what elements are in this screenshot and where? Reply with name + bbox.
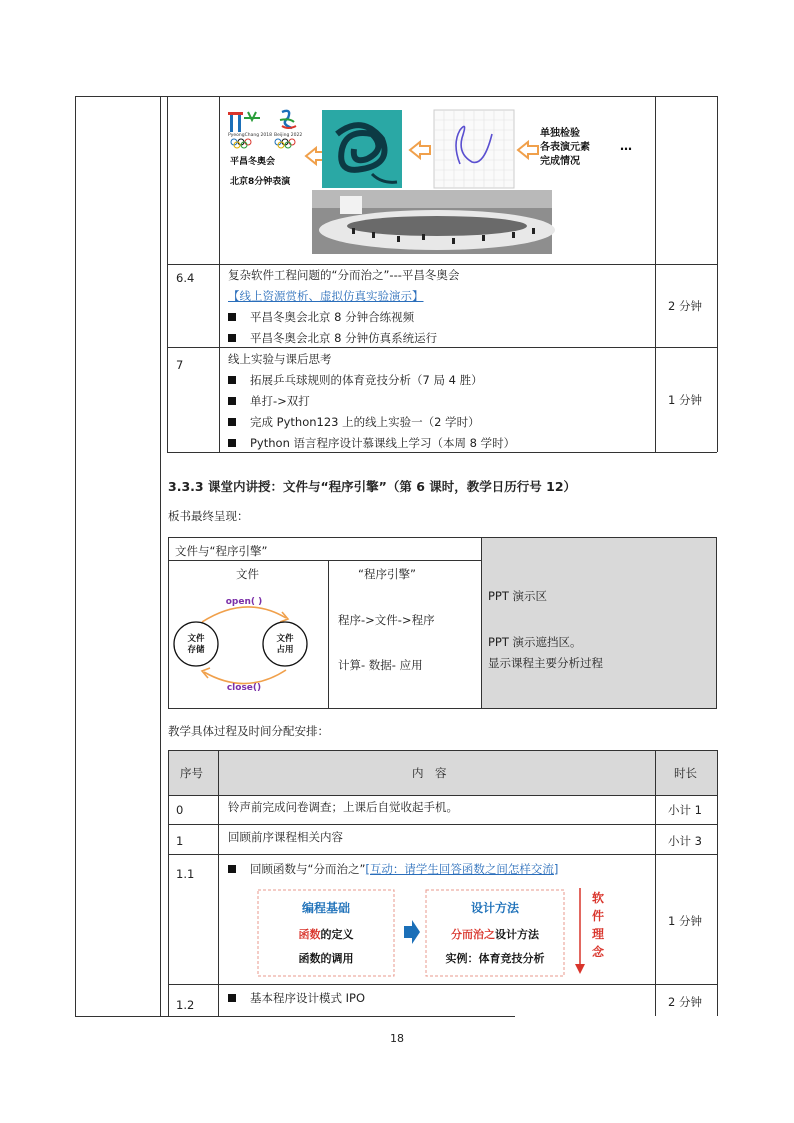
box1-line1: 函数的定义 <box>298 928 354 941</box>
schedule-row-0-time: 小计 1 <box>668 803 702 817</box>
schedule-left <box>168 750 169 1016</box>
top-table-col1 <box>219 96 220 453</box>
ppt-area-line-3: 显示课程主要分析过程 <box>488 656 603 670</box>
schedule-row-0-num: 0 <box>176 803 184 817</box>
schedule-row-sep-3 <box>168 984 717 985</box>
row-6-4-resource-link[interactable]: 【线上资源赏析、虚拟仿真实验演示】 <box>228 289 424 303</box>
outer-col-divider <box>160 96 161 1017</box>
outer-right-border <box>717 96 718 452</box>
arrow-left-icon-2 <box>410 142 430 158</box>
concept-figure-svg <box>254 884 614 980</box>
schedule-row-sep-1 <box>168 824 717 825</box>
board-col-sep <box>328 560 329 709</box>
side-text-2: 件 <box>591 909 605 923</box>
schedule-right <box>717 750 718 1016</box>
schedule-row-2-time: 1 分钟 <box>668 914 702 928</box>
board-col2-line-1: 程序->文件->程序 <box>338 613 435 627</box>
bullet-text: 完成 Python123 上的线上实验一（2 学时） <box>250 415 480 429</box>
schedule-row-1-time: 小计 3 <box>668 834 702 848</box>
olympic-figure <box>222 104 652 256</box>
side-text-1: 软 <box>591 891 605 905</box>
interaction-link[interactable]: [互动：请学生回答函数之间怎样交流] <box>365 862 559 876</box>
outer-left-border <box>75 96 76 1017</box>
bullet-icon <box>228 334 236 342</box>
schedule-row-3-content <box>228 990 365 1006</box>
open-label: open( ) <box>225 597 263 607</box>
box2-line1: 分而治之设计方法 <box>451 928 539 941</box>
figure1-caption-2: 北京8分钟表演 <box>230 177 291 187</box>
top-table-row-sep-1 <box>167 264 717 265</box>
side-text-3: 理 <box>591 927 605 941</box>
row-6-4-number: 6.4 <box>176 271 195 285</box>
schedule-row-2-content <box>228 861 558 877</box>
olympic-figure-svg <box>222 104 652 256</box>
bullet-icon <box>228 439 236 447</box>
file-storage-node <box>174 622 218 666</box>
pyeongchang-logo-icon <box>228 112 260 148</box>
board-label: 板书最终呈现： <box>168 509 249 523</box>
node-right-line-1: 文件 <box>276 634 294 644</box>
schedule-row-1-content: 回顾前序课程相关内容 <box>228 830 343 844</box>
top-table-left <box>167 96 168 453</box>
ribbon-sculpture-image <box>322 110 402 188</box>
schedule-top <box>168 750 717 751</box>
figure1-right-text-2: 各表演元素 <box>540 142 590 153</box>
board-col2-header: “程序引擎” <box>358 567 416 581</box>
row-6-4-title: 复杂软件工程问题的“分而治之”---平昌冬奥会 <box>228 268 460 282</box>
side-text-4: 念 <box>591 945 605 959</box>
box2-title: 设计方法 <box>470 901 520 915</box>
top-table-row-sep-2 <box>167 347 717 348</box>
file-cycle-svg <box>170 588 326 706</box>
file-cycle-diagram <box>170 588 326 706</box>
schedule-row-2-num: 1.1 <box>176 867 195 881</box>
programming-concept-figure <box>254 884 614 980</box>
schedule-header-num: 序号 <box>180 766 203 780</box>
schedule-header-content: 内 容 <box>412 766 447 780</box>
bullet-text: 拓展乒乓球规则的体育竞技分析（7 局 4 胜） <box>250 373 483 387</box>
figure1-right-text-1: 单独检验 <box>540 128 580 139</box>
row-7-bullet-4 <box>228 435 515 451</box>
board-col2-line-2: 计算- 数据- 应用 <box>338 658 423 672</box>
schedule-row-3-num: 1.2 <box>176 998 195 1012</box>
ppt-area-line-1: PPT 演示区 <box>488 589 548 603</box>
row-7-bullet-2 <box>228 393 310 409</box>
box1-title: 编程基础 <box>301 901 351 915</box>
board-title: 文件与“程序引擎” <box>175 544 268 558</box>
row-7-bullet-3 <box>228 414 480 430</box>
board-ppt-area <box>481 537 717 709</box>
bullet-text: 单打->双打 <box>250 394 310 408</box>
bullet-icon <box>228 397 236 405</box>
bullet-text: 回顾函数与“分而治之” <box>250 862 366 876</box>
bullet-icon <box>228 865 236 873</box>
schedule-row-sep-2 <box>168 854 717 855</box>
row-7-bullet-1 <box>228 372 483 388</box>
schedule-row-0-content: 铃声前完成问卷调查；上课后自觉收起手机。 <box>228 800 458 814</box>
figure1-ellipsis: … <box>620 139 632 153</box>
bullet-icon <box>228 418 236 426</box>
arrow-left-icon-3 <box>518 142 538 158</box>
arrow-down-icon <box>575 964 585 974</box>
page-number: 18 <box>390 1032 404 1045</box>
ppt-area-line-2: PPT 演示遮挡区。 <box>488 635 582 649</box>
beijing-logo-icon <box>275 111 296 148</box>
bullet-icon <box>228 994 236 1002</box>
schedule-row-1-num: 1 <box>176 834 184 848</box>
box1-line2: 函数的调用 <box>298 952 354 965</box>
schedule-row-sep-0 <box>168 795 717 796</box>
arrow-right-icon <box>404 920 420 944</box>
node-left-line-2: 存储 <box>187 645 205 655</box>
process-label: 教学具体过程及时间分配安排： <box>168 724 329 738</box>
board-col1-header: 文件 <box>236 567 259 581</box>
row-7-title: 线上实验与课后思考 <box>228 352 332 366</box>
close-label: close() <box>226 683 262 693</box>
section-heading: 3.3.3 课堂内讲授：文件与“程序引擎”（第 6 课时，教学日历行号 12） <box>168 479 577 494</box>
figure1-right-text-3: 完成情况 <box>540 156 580 167</box>
outer-bottom-border <box>75 1016 515 1017</box>
row-6-4-bullet-1 <box>228 309 414 325</box>
board-title-sep <box>168 560 482 561</box>
figure1-caption-1: 平昌冬奥会 <box>230 157 276 167</box>
row-6-4-bullet-2 <box>228 330 437 346</box>
bullet-text: 基本程序设计模式 IPO <box>250 991 366 1005</box>
beijing-logo-text: Beijing 2022 <box>274 133 303 138</box>
top-table-col2 <box>655 96 656 453</box>
box2-line2: 实例：体育竞技分析 <box>445 952 545 965</box>
schedule-col2 <box>655 750 656 1016</box>
pyeongchang-logo-text: PyeongChang 2018 <box>228 133 272 138</box>
bullet-icon <box>228 376 236 384</box>
outer-top-border <box>75 96 718 97</box>
bullet-text: 平昌冬奥会北京 8 分钟仿真系统运行 <box>250 331 438 345</box>
schedule-row-3-time: 2 分钟 <box>668 995 702 1009</box>
schedule-col1 <box>218 750 219 1016</box>
node-left-line-1: 文件 <box>187 634 205 644</box>
node-right-line-2: 占用 <box>276 645 294 655</box>
bullet-text: 平昌冬奥会北京 8 分钟合练视频 <box>250 310 415 324</box>
file-occupied-node <box>263 622 307 666</box>
bullet-icon <box>228 313 236 321</box>
row-6-4-time: 2 分钟 <box>668 299 702 313</box>
row-7-number: 7 <box>176 358 184 372</box>
bullet-text: Python 语言程序设计慕课线上学习（本周 8 学时） <box>250 436 516 450</box>
schedule-header-time: 时长 <box>674 766 697 780</box>
top-table-bottom <box>167 452 717 453</box>
row-7-time: 1 分钟 <box>668 393 702 407</box>
